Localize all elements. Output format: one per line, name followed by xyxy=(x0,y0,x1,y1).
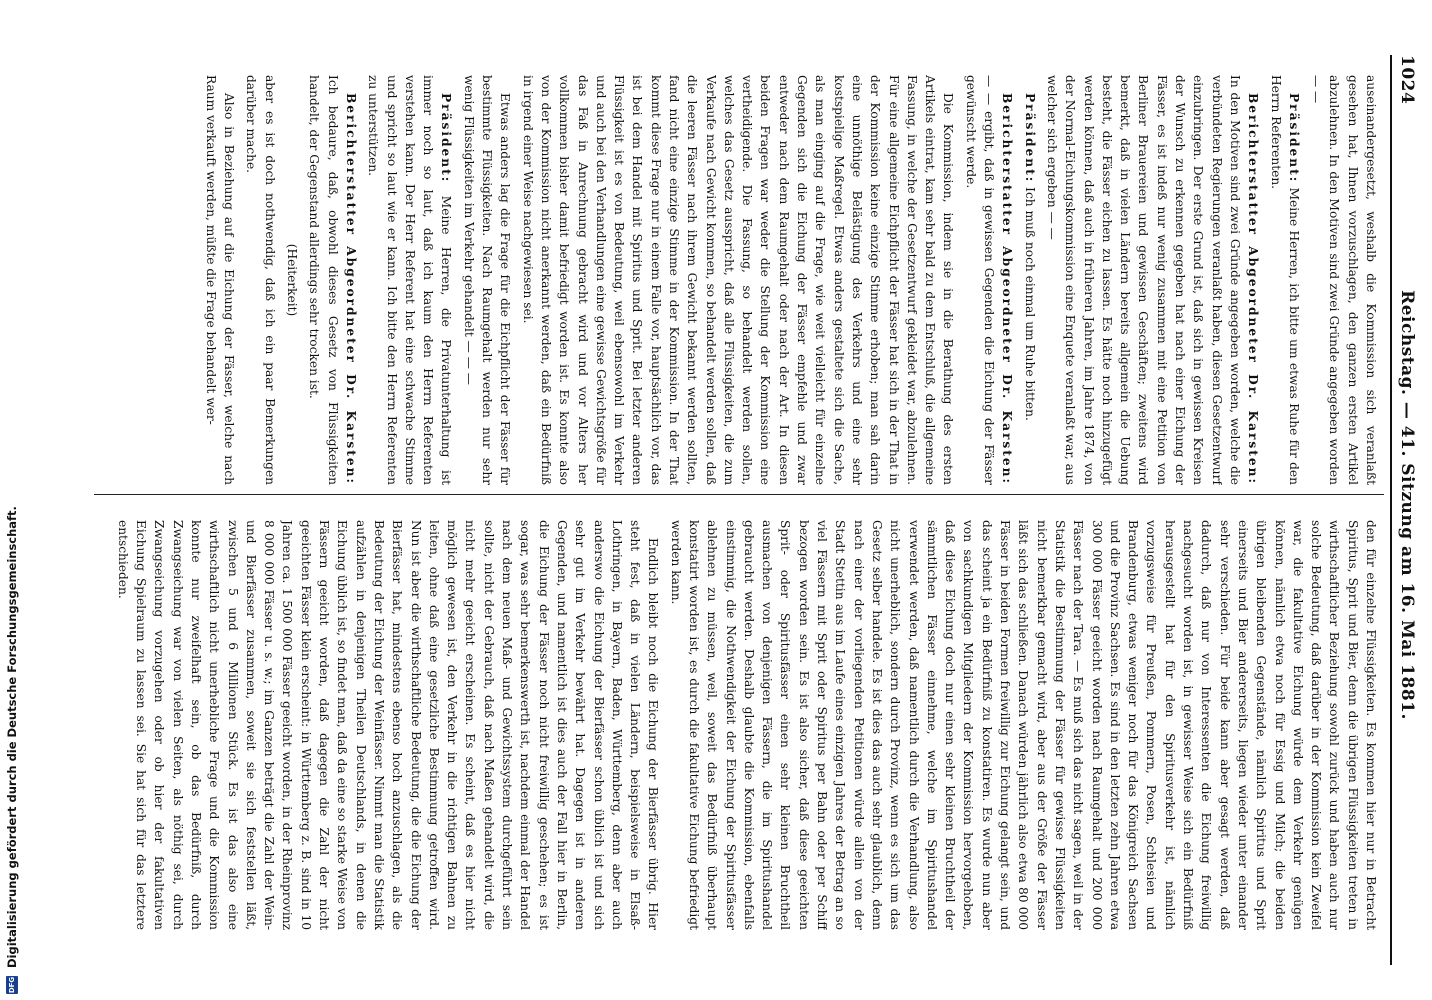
paragraph-text: — — ergibt, daß in gewissen Gegenden die Eichung der Fässer gewünscht werde. xyxy=(963,75,997,485)
speaker-name: Präsident: xyxy=(439,93,454,184)
paragraph-text: Meine Herren, die Privatunterhaltung ist immer noch so laut, daß ich kaum den Herrn Referenten verstehen kann. Der Herr Referent hat eine schwache Stimme und spricht so laut wie er kann. Ich bitte den Herrn Referenten zu unterstützen. xyxy=(366,75,454,485)
paragraph xyxy=(242,75,279,485)
paragraph xyxy=(283,75,301,485)
paragraph xyxy=(1020,75,1038,485)
paragraph xyxy=(305,75,360,485)
speaker-name: Präsident: xyxy=(1022,93,1037,184)
header-rule xyxy=(1390,55,1392,965)
speaker-name: Berichterstatter Abgeordneter Dr. Karsten: xyxy=(343,93,358,485)
paragraph-text: Ich muß noch einmal um Ruhe bitten. xyxy=(1022,187,1037,421)
dfg-logo-icon: DFG xyxy=(8,976,16,994)
paragraph xyxy=(666,520,1380,930)
left-text-column xyxy=(90,75,1380,485)
speaker-name: Berichterstatter Abgeordneter Dr. Karsten: xyxy=(1246,93,1261,485)
paragraph xyxy=(202,75,239,485)
paragraph-text: Also in Beziehung auf die Eichung der Fässer, welche nach Raum verkauft werden, müßte die Frage behandelt wer- xyxy=(203,75,237,485)
paragraph-text: In den Motiven sind zwei Gründe angegeben worden, welche die verbündeten Regierungen veranlaßt haben, diesen Gesetzentwurf einzubringen. Der erste Grund ist, daß sich in gewissen Kreisen der Wunsch zu erkennen gegeben hat nach einer Eichung der Fässer, es ist indeß nur wenig zusammen mit eine Petition von Berliner Brauereien und gewissen Geschäften; zweitens wird bemerkt, daß in vielen Ländern bereits allgemein die Uebung besteht, die Fässer eichen zu lassen. Es hätte noch hinzugefügt werden können, daß auch in früheren Jahren, im Jahre 1874, von der Normal-Eichungskommission eine Enquete veranlaßt war, aus welcher sich ergeben — — xyxy=(1044,75,1242,485)
paragraph-text: den für einzelne Flüssigkeiten. Es kommen hier nur in Betracht Spiritus, Sprit und Bier, denn die übrigen Flüssigkeiten treten in wirthschaftlicher Beziehung sowohl zurück und haben auch nur solche Bedeutung, daß darüber in der Kommission kein Zweifel war, die fakultative Eichung würde dem Verkehr genügen können, nämlich etwa noch für Essig und Milch; die beiden übrigen bleibenden Gegenstände, nämlich Spiritus und Sprit einerseits und Bier andererseits, liegen wieder unter einander sehr verschieden. Für beide kann aber gesagt werden, daß dadurch, daß nur von Interessenten die Eichung freiwillig nachgesucht worden ist, in gewisser Weise sich ein Bedürfniß herausgestellt hat für den Spiritusverkehr ist, nämlich vorzugsweise für Preußen, Pommern, Posen, Schlesien und Brandenburg, etwas weniger noch für das Königreich Sachsen und die Provinz Sachsen. Es sind in den letzten zehn Jahren etwa 300 000 Fässer geeicht worden nach Raumgehalt und 200 000 Fässer nach der Tara. — Es muß sich das nicht sagen, weil in der Statistik die Bestimmung der Fässer für gewisse Flüssigkeiten nicht bemerkbar gemacht wird, aber aus der Größe der Fässer läßt sich das schließen. Danach würden jährlich also etwa 80 000 Fässer in beiden Formen freiwillig zur Eichung gelangt sein, und das scheint ja ein Bedürfniß zu konstatiren. Es wurde nun aber von sachkundigen Mitgliedern der Kommission hervorgehoben, daß diese Eichung doch nur einen sehr kleinen Bruchtheil der sämmtlichen Fässer einnehme, welche im Spiritushandel verwendet werden, daß namentlich durch die Verhandlung, also nicht unerheblich, sondern durch Provinz, wenn es sich um das Gesetz selber handele. Es ist dies das auch sehr glaublich, denn nach einer der vorliegenden Petitionen würde allein von der Stadt Stettin aus im Laufe eines einzigen Jahres der Betrag an so viel Fässern mit Sprit oder Spiritus per Bahn oder per Schiff bezogen worden sein. Es ist also sicher, daß diese geeichten Sprit- oder Spiritusfässer einen sehr kleinen Bruchtheil ausmachen von denjenigen Fässern, die im Spiritushandel gebraucht werden. Deshalb glaubte die Kommission, ebenfalls einstimmig, die Nothwendigkeit der Eichung der Spiritusfässer ablehnen zu müssen, weil, soweit das Bedürfniß überhaupt konstatirt worden ist, es durch die fakultative Eichung befriedigt werden kann. xyxy=(668,520,1378,930)
paragraph xyxy=(1266,75,1303,485)
paragraph-text: (Heiterkeit) xyxy=(285,243,300,317)
speaker-name: Berichterstatter Abgeordneter Dr. Karsten: xyxy=(1000,93,1015,485)
speaker-name: Präsident: xyxy=(1286,93,1301,184)
paragraph xyxy=(1307,75,1380,485)
column-divider xyxy=(94,494,1384,495)
right-text-column xyxy=(90,520,1380,930)
paragraph-text: auseinandergesetzt, weshalb die Kommission sich veranlaßt gesehen hat, Ihnen vorzuschlagen, den ganzen ersten Artikel abzulehnen. In den Motiven sind zwei Gründe angegeben worden — — xyxy=(1309,75,1378,485)
paragraph-text: Die Kommission, indem sie in die Berathung des ersten Artikels eintrat, kam sehr bald zu dem Entschluß, die allgemeine Fassung, in welche der Gesetzentwurf gekleidet war, abzulehnen. Für eine allgemeine Eichpflicht der Fässer hat sich in der That in der Kommission keine einzige Stimme erhoben; man sah darin eine unnöthige Belästigung des Verkehrs und eine sehr kostspielige Maßregel. Etwas anders gestaltete sich die Sache, als man einging auf die Frage, wie weit vielleicht für einzelne Gegenden sich die Eichung der Fässer empfehle und zwar entweder nach dem Raumgehalt oder nach der Art. In diesen beiden Fragen war weder die Stellung der Kommission eine vertheidigende. Die Fassung, so behandelt werden sollen, welches das Gesetz ausspricht, daß alle Flüssigkeiten, die zum Verkaufe nach Gewicht kommen, so behandelt werden sollen, daß die leeren Fässer nach ihrem Gewicht bekannt werden sollten, fand nicht eine einzige Stimme in der Kommission. In der That kommt diese Frage nur in einem Falle vor, hauptsächlich vor, das ist bei dem Handel mit Spiritus und Sprit. Bei letzter anderen Flüssigkeit ist es von Bedeutung, weil ebensowohl im Verkehr und auch bei den Verhandlungen eine gewisse Gewichtsgröße für das Faß in Anrechnung gebracht wird und vor Alters her vollkommen bisher damit befriedigt worden ist. Es konnte also von der Kommission nicht anerkannt werden, daß ein Bedürfniß in irgend einer Weise nachgewiesen sei. xyxy=(520,75,956,485)
page-header xyxy=(1387,55,1427,955)
paragraph-text: Endlich bleibt noch die Eichung der Bierfässer übrig. Hier steht fest, daß in vielen Ländern, beispielsweise in Elsaß-Lothringen, in Bayern, Baden, Württemberg, denn aber auch anderswo die Eichung der Bierfässer schon üblich ist und sich sehr gut im Verkehr bewährt hat. Dagegen ist in anderen Gegenden, und namentlich ist dies auch der Fall hier in Berlin, die Eichung der Fässer noch nicht freiwillig geschehen; es ist sogar, was sehr bemerkenswerth ist, nachdem einmal der Handel nach dem neuen Maß- und Gewichtssystem durchgeführt sein sollte, nicht der Gebrauch, daß nach Maßen gehandelt wird, die nicht mehr geeicht erscheinen. Es scheint, daß es hier nicht möglich gewesen ist, den Verkehr in die richtigen Bahnen zu leiten, ohne daß eine gesetzliche Bestimmung getroffen wird. Nun ist aber die wirthschaftliche Bedeutung, die die Eichung der Bierfässer hat, mindestens ebenso hoch anzuschlagen, als die Bedeutung der Eichung der Weinfässer. Nimmt man die Statistik aufzählen in denjenigen Theilen Deutschlands, in denen die Eichung üblich ist, so findet man, daß da eine so starke Weise von Fässern geeicht worden, daß dagegen die Zahl der nicht geeichten Fässer klein erscheint: in Württemberg z. B. sind in 10 Jahren ca. 1 500 000 Fässer geeicht worden, in der Rheinprovinz 8 000 000 Fässer u. s. w.; im Ganzen beträgt die Zahl der Wein- und Bierfässer zusammen, soweit sie sich feststellen läßt, zwischen 5 und 6 Millionen Stück. Es ist das also eine wirthschaftlich nicht unerhebliche Frage und die Kommission konnte nur zweifelhaft sein, ob das Bedürfniß, durch Zwangseichung war von vielen Seiten, als nöthig sei, durch Zwangseichung vorzugehen oder ob hier der fakultativen Eichung Spielraum zu lassen sei. Sie hat sich für das letztere entschieden. xyxy=(115,520,661,930)
credit-text: Digitalisierung gefördert durch die Deutsche Forschungsgemeinschaft. xyxy=(5,506,19,968)
paragraph-text: Etwas anders lag die Frage für die Eichpflicht der Fässer für bestimmte Flüssigkeiten. Nach Raumgehalt werden nur sehr wenig Flüssigkeiten im Verkehr gehandelt — — — xyxy=(461,75,513,485)
paragraph xyxy=(364,75,455,485)
digitization-credit xyxy=(0,0,24,1000)
page-number: 1024 xyxy=(1397,55,1417,105)
paragraph-text: Ich bedaure, daß, obwohl dieses Gesetz von Flüssigkeiten handelt, der Gegenstand allerdings sehr trocken ist. xyxy=(307,75,340,485)
running-title: Reichstag. — 41. Sitzung am 16. Mai 1881. xyxy=(1397,290,1417,720)
paragraph xyxy=(961,75,1016,485)
paragraph xyxy=(114,520,663,930)
paragraph xyxy=(459,75,514,485)
paragraph xyxy=(1043,75,1263,485)
paragraph-text: aber es ist doch nothwendig, daß ich ein paar Bemerkungen darüber mache. xyxy=(244,75,277,485)
paragraph-text: Meine Herren, ich bitte um etwas Ruhe für den Herrn Referenten. xyxy=(1268,75,1301,485)
paragraph xyxy=(518,75,957,485)
